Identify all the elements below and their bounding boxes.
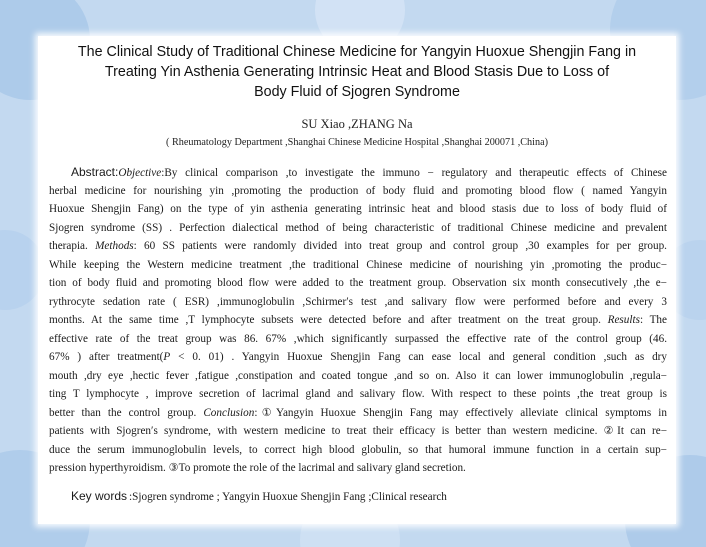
- authors: SU Xiao ,ZHANG Na: [301, 117, 413, 131]
- abstract-text: rythrocyte sedation rate ( ESR) ,immunoglobulin ,Schirmer′s test ,and salivary flow were performed before and every 3: [49, 295, 667, 308]
- abstract-section-heading: Objective: [118, 167, 162, 179]
- abstract-text: pression hyperthyroidism. ③To promote the role of the lacrimal and salivary gland secretion.: [49, 462, 466, 474]
- abstract-text: : 60 SS patients were randomly divided into treat group and control group ,30 examples for per group.: [133, 240, 667, 252]
- abstract-text: months. At the same time ,T lymphocyte subsets were detected before and after treatment on the treat group.: [49, 314, 608, 326]
- abstract-line: [49, 404, 667, 423]
- abstract-section-heading: Conclusion: [203, 406, 255, 419]
- title-line: The Clinical Study of Traditional Chinese Medicine for Yangyin Huoxue Shengjin Fang in: [77, 44, 637, 60]
- abstract-text: tion of body fluid and promoting blood flow were added to the treatment group. Observation six month consecutively ,the e−: [49, 277, 667, 289]
- abstract-text: ting T lymphocyte , improve secretion of lacrimal gland and salivary flow. With respect to these points ,the treat group is: [49, 388, 667, 400]
- abstract-line: [49, 219, 667, 238]
- abstract-text: better than the control group.: [49, 406, 204, 419]
- abstract-line: [49, 422, 667, 441]
- paper-page: [38, 36, 676, 524]
- abstract-text: :By clinical comparison ,to investigate the immuno − regulatory and therapeutic effects of Chinese: [161, 167, 667, 179]
- abstract-line: [49, 256, 667, 275]
- abstract-text: Huoxue Shengjin Fang) on the type of yin asthenia generating intrinsic heat and blood stasis due to loss of body fluid of: [49, 203, 667, 215]
- abstract-text: 67% ) after treatment(: [49, 351, 164, 363]
- abstract-text: Sjogren syndrome (SS) . Perfection dialectical method of being characteristic of traditional Chinese medicine and prevalent: [49, 221, 667, 234]
- keywords: [71, 489, 447, 503]
- abstract-text: herbal medicine for nourishing yin ,promoting the production of body fluid and promoting blood flow ( named Yangyin: [49, 184, 667, 197]
- abstract-line: [49, 441, 667, 460]
- abstract-line: [49, 311, 667, 330]
- abstract-text: mouth ,dry eye ,hectic fever ,fatigue ,constipation and coated tongue ,and so on. Also it can lower immunoglobulin ,regula−: [49, 369, 667, 382]
- abstract-line: [49, 385, 667, 404]
- keywords-label: Key words: [71, 489, 128, 503]
- abstract-text: :①Yangyin Huoxue Shengjin Fang may effectively alleviate clinical symptoms in: [254, 406, 667, 419]
- abstract-line: [49, 274, 667, 293]
- affiliation: ( Rheumatology Department ,Shanghai Chinese Medicine Hospital ,Shanghai 200071 ,China): [166, 137, 548, 148]
- abstract-label: Abstract:: [71, 165, 119, 179]
- abstract-line: [49, 237, 667, 256]
- abstract-line: [49, 367, 667, 386]
- abstract-text: < 0. 01) . Yangyin Huoxue Shengjin Fang can ease local and general condition ,such as dry: [170, 351, 667, 363]
- abstract-text: While keeping the Western medicine treatment ,the traditional Chinese medicine of nourishing yin ,promoting the produc−: [49, 258, 667, 271]
- abstract-line: [49, 163, 667, 182]
- abstract-text: effective rate of the treat group was 86. 67% ,which significantly surpassed the effective rate of the control group (46.: [49, 332, 667, 345]
- abstract-line: [49, 182, 667, 201]
- abstract-section-heading: Results: [607, 314, 640, 326]
- abstract-line: [49, 200, 667, 219]
- abstract-text: duce the serum immunoglobulin levels, to correct high blood globulin, so that humoral immune function in a certain sup−: [49, 443, 667, 456]
- keywords-text: :Sjogren syndrome ; Yangyin Huoxue Shengjin Fang ;Clinical research: [129, 491, 447, 503]
- abstract-section-heading: P: [163, 351, 171, 363]
- abstract-line: [49, 330, 667, 349]
- abstract: [49, 163, 667, 478]
- abstract-text: therapia.: [49, 240, 96, 252]
- title-line: Treating Yin Asthenia Generating Intrinsic Heat and Blood Stasis Due to Loss of: [104, 64, 610, 80]
- abstract-line: [49, 293, 667, 312]
- abstract-line: [49, 348, 667, 367]
- title-line: Body Fluid of Sjogren Syndrome: [254, 84, 460, 100]
- abstract-text: patients with Sjogren′s syndrome, with western medicine to treat their efficacy is better than western medicine. ②It can re−: [49, 425, 667, 437]
- abstract-text: : The: [639, 314, 667, 326]
- paper-title: [38, 42, 676, 102]
- abstract-line: [49, 459, 667, 478]
- abstract-section-heading: Methods: [95, 240, 134, 252]
